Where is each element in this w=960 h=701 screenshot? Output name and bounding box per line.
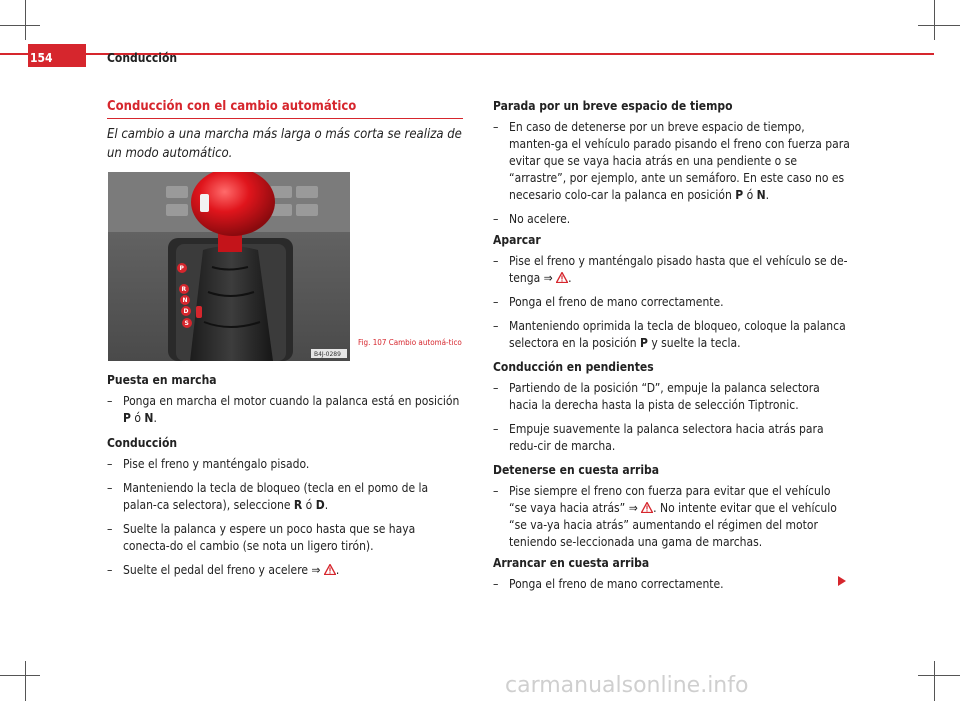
gear-letter-r: R <box>181 286 187 293</box>
list-item: – Ponga el freno de mano correctamente. <box>493 295 724 309</box>
gear-shift-illustration <box>108 172 350 361</box>
warning-icon[interactable] <box>641 502 653 513</box>
list-item: – Suelte el pedal del freno y acelere ⇒ . <box>107 563 340 577</box>
lead-paragraph: El cambio a una marcha más larga o más corta se realiza de un modo automático. <box>107 127 462 161</box>
page-title: Conducción con el cambio automático <box>107 99 463 119</box>
list-item: – Empuje suavemente la palanca selectora hacia atrás para redu-cir de marcha. <box>493 422 824 453</box>
heading-aparcar: Aparcar <box>493 233 541 247</box>
gear-letter-s: S <box>184 320 189 327</box>
heading-conduccion: Conducción <box>107 436 178 450</box>
section-title: Conducción <box>107 51 178 65</box>
figure-caption: Fig. 107 Cambio automá-tico <box>358 338 462 347</box>
list-item: – Pise el freno y manténgalo pisado. <box>107 457 310 471</box>
section-pendientes <box>493 359 851 462</box>
list-item: – Manteniendo la tecla de bloqueo (tecla en el pomo de la palan-ca selectora), seleccione R ó D. <box>107 481 429 512</box>
section-aparcar <box>493 232 851 359</box>
crop-mark <box>918 675 960 676</box>
list-item: – Ponga el freno de mano correctamente. <box>493 577 724 591</box>
crop-mark <box>25 661 26 701</box>
list-item: – En caso de detenerse por un breve espacio de tiempo, manten-ga el vehículo parado pisando el freno con fuerza para evitar que se vaya hacia atrás en una pendiente o se “arrastre”, por ejemplo, ante un semáforo. En este caso no es necesario colo-car la palanca en posición P ó N. <box>493 120 850 202</box>
watermark: carmanualsonline.info <box>505 673 749 698</box>
crop-mark <box>0 25 40 26</box>
crop-mark <box>934 661 935 701</box>
page-number: 154 <box>28 44 86 67</box>
section-detenerse <box>493 462 851 558</box>
gear-letter-d: D <box>183 308 189 315</box>
heading-detenerse: Detenerse en cuesta arriba <box>493 463 660 477</box>
gear-letter-p: P <box>179 265 184 272</box>
crop-mark <box>0 675 40 676</box>
warning-icon[interactable] <box>556 272 568 283</box>
figure-code: B4J-0289 <box>314 351 341 358</box>
list-item: – Pise siempre el freno con fuerza para evitar que el vehículo “se vaya hacia atrás” ⇒ . No intente evitar que el vehículo “se va-ya hacia atrás” aumentando el régimen del motor teniendo se-leccionada una gama de marchas. <box>493 484 837 549</box>
heading-parada: Parada por un breve espacio de tiempo <box>493 99 733 113</box>
list-item: – Pise el freno y manténgalo pisado hasta que el vehículo se de-tenga ⇒ . <box>493 254 848 285</box>
crop-mark <box>934 0 935 40</box>
heading-arrancar: Arrancar en cuesta arriba <box>493 556 650 570</box>
crop-mark <box>25 0 26 40</box>
list-item: – Suelte la palanca y espere un poco hasta que se haya conecta-do el cambio (se nota un ligero tirón). <box>107 522 416 553</box>
section-parada <box>493 98 851 235</box>
continue-arrow-icon <box>838 576 846 586</box>
warning-icon[interactable] <box>324 564 336 575</box>
section-puesta <box>107 372 463 434</box>
gear-letter-n: N <box>182 297 188 304</box>
list-item: – Ponga en marcha el motor cuando la palanca está en posición P ó N. <box>107 394 460 425</box>
section-conduccion <box>107 435 463 586</box>
list-item: – Manteniendo oprimida la tecla de bloqueo, coloque la palanca selectora en la posición P y suelte la tecla. <box>493 319 846 350</box>
heading-puesta: Puesta en marcha <box>107 373 217 387</box>
gear-shift-figure <box>108 172 350 361</box>
list-item: – Partiendo de la posición “D”, empuje la palanca selectora hacia la derecha hasta la pista de selección Tiptronic. <box>493 381 820 412</box>
crop-mark <box>918 25 960 26</box>
section-arrancar <box>493 555 851 600</box>
heading-pendientes: Conducción en pendientes <box>493 360 654 374</box>
list-item: – No acelere. <box>493 212 571 226</box>
